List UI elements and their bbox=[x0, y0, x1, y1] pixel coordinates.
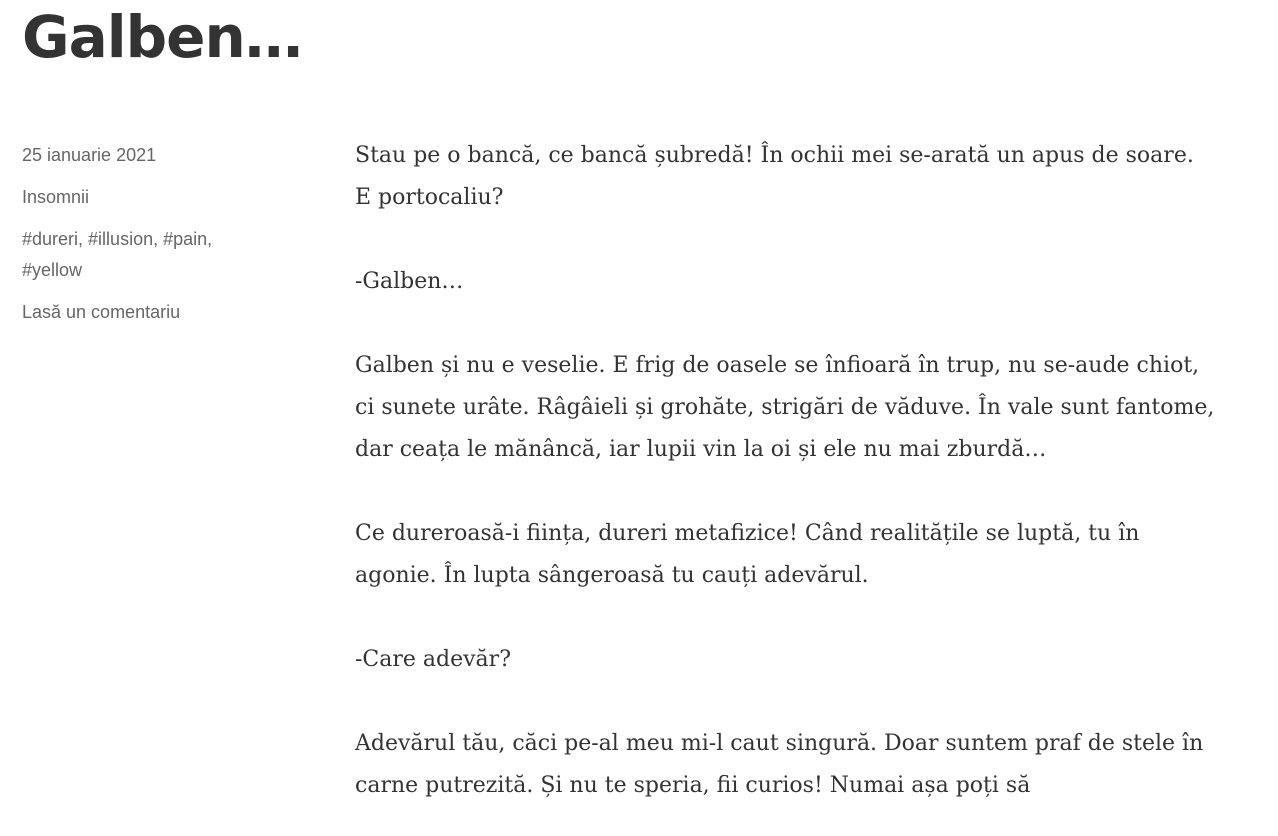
paragraph: Stau pe o bancă, ce bancă șubredă! În ochii mei se-arată un apus de soare. E portocaliu? bbox=[355, 143, 1194, 210]
paragraph: Adevărul tău, căci pe-al meu mi-l caut singură. Doar suntem praf de stele în carne putrezită. Și nu te speria, fii curios! Numai așa poți să bbox=[355, 731, 1204, 798]
post-title: Galben… bbox=[22, 3, 302, 71]
leave-comment-link[interactable]: Lasă un comentariu bbox=[22, 302, 181, 322]
entry-meta bbox=[22, 140, 292, 339]
paragraph: Galben și nu e veselie. E frig de oasele se înfioară în trup, nu se-aude chiot, ci sunete urâte. Râgâieli și grohăte, strigări de văduve. În vale sunt fantome, dar ceața le mănâncă, iar lupii vin la oi și ele nu mai zburdă… bbox=[355, 353, 1215, 462]
post-content bbox=[355, 135, 1215, 836]
paragraph: -Galben… bbox=[355, 269, 464, 294]
comment-link-container bbox=[22, 297, 292, 328]
post-tags: #dureri, #illusion, #pain, #yellow bbox=[22, 229, 213, 280]
post-date-container bbox=[22, 140, 292, 171]
paragraph: -Care adevăr? bbox=[355, 647, 511, 672]
tag-link[interactable]: #dureri bbox=[22, 229, 79, 249]
tag-link[interactable]: #illusion bbox=[88, 229, 154, 249]
paragraph: Ce dureroasă-i ființa, dureri metafizice! Când realitățile se luptă, tu în agonie. În lupta sângeroasă tu cauți adevărul. bbox=[355, 521, 1140, 588]
tag-link[interactable]: #yellow bbox=[22, 260, 83, 280]
post-date-link[interactable]: 25 ianuarie 2021 bbox=[22, 145, 157, 165]
tag-link[interactable]: #pain bbox=[163, 229, 208, 249]
post-category-link[interactable]: Insomnii bbox=[22, 187, 90, 207]
post-category-container bbox=[22, 182, 292, 213]
